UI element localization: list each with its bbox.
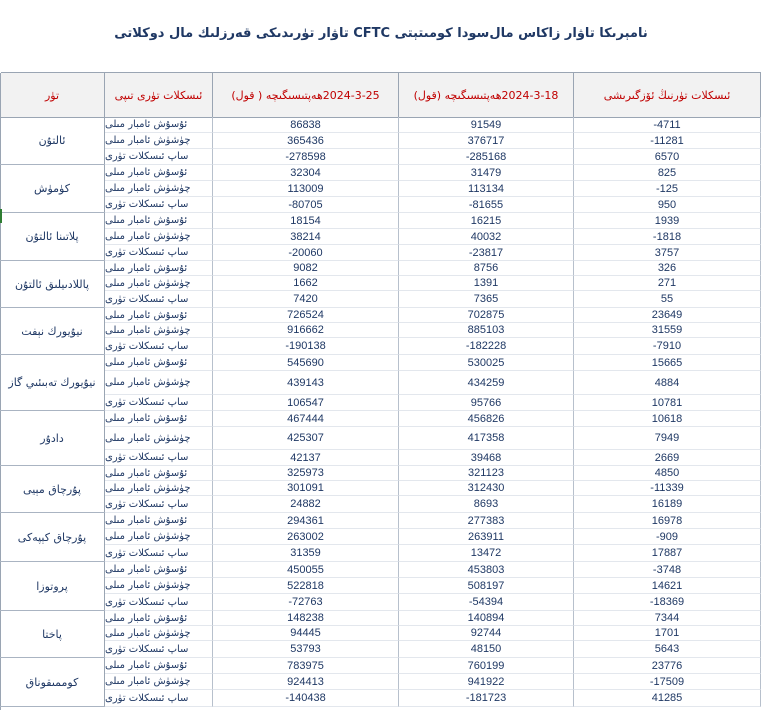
position-type-cell: ساپ ئىسكلات تۈرى bbox=[105, 641, 213, 658]
table-row bbox=[105, 562, 761, 578]
change-cell: -125 bbox=[574, 181, 761, 197]
commodity-name: پاختا bbox=[0, 611, 105, 657]
position-type-cell: چۈشۈش ئامبار مىلى bbox=[105, 578, 213, 594]
commodity-name: پلاتىنا ئالتۇن bbox=[0, 213, 105, 260]
change-cell: 23649 bbox=[574, 308, 761, 323]
change-cell: 1939 bbox=[574, 213, 761, 229]
table-row bbox=[105, 594, 761, 611]
header-position: ئىسكلات تۈرى تىپى bbox=[105, 73, 213, 117]
previous-week-cell: 434259 bbox=[399, 371, 574, 395]
current-week-cell: 9082 bbox=[213, 261, 399, 276]
current-week-cell: 18154 bbox=[213, 213, 399, 229]
change-cell: 10618 bbox=[574, 411, 761, 427]
commodity-group bbox=[0, 261, 761, 308]
change-cell: 14621 bbox=[574, 578, 761, 594]
position-type-cell: ئۇسۇش ئامبار مىلى bbox=[105, 165, 213, 181]
change-cell: 950 bbox=[574, 197, 761, 213]
position-type-cell: ئۇسۇش ئامبار مىلى bbox=[105, 355, 213, 371]
previous-week-cell: 456826 bbox=[399, 411, 574, 427]
position-type-cell: چۈشۈش ئامبار مىلى bbox=[105, 371, 213, 395]
current-week-cell: 31359 bbox=[213, 545, 399, 562]
cell-marker bbox=[0, 209, 2, 223]
commodity-name: ئالتۇن bbox=[0, 117, 105, 164]
previous-week-cell: 453803 bbox=[399, 562, 574, 578]
table-row bbox=[105, 395, 761, 411]
commodity-group bbox=[0, 308, 761, 355]
current-week-cell: 325973 bbox=[213, 466, 399, 481]
change-cell: 825 bbox=[574, 165, 761, 181]
change-cell: 6570 bbox=[574, 149, 761, 165]
commodity-group bbox=[0, 513, 761, 562]
position-type-cell: ئۇسۇش ئامبار مىلى bbox=[105, 466, 213, 481]
current-week-cell: 783975 bbox=[213, 658, 399, 674]
position-type-cell: چۈشۈش ئامبار مىلى bbox=[105, 181, 213, 197]
previous-week-cell: -181723 bbox=[399, 690, 574, 707]
commodity-group bbox=[0, 466, 761, 513]
previous-week-cell: 40032 bbox=[399, 229, 574, 245]
current-week-cell: 106547 bbox=[213, 395, 399, 411]
table-row bbox=[105, 427, 761, 450]
previous-week-cell: 941922 bbox=[399, 674, 574, 690]
change-cell: -11339 bbox=[574, 481, 761, 496]
table-row bbox=[105, 133, 761, 149]
current-week-cell: 916662 bbox=[213, 323, 399, 338]
position-type-cell: چۈشۈش ئامبار مىلى bbox=[105, 229, 213, 245]
table-row bbox=[105, 291, 761, 308]
commodity-name: پروتوزا bbox=[0, 562, 105, 610]
position-type-cell: ئۇسۇش ئامبار مىلى bbox=[105, 213, 213, 229]
position-type-cell: ئۇسۇش ئامبار مىلى bbox=[105, 411, 213, 427]
current-week-cell: 32304 bbox=[213, 165, 399, 181]
change-cell: 7344 bbox=[574, 611, 761, 626]
current-week-cell: -190138 bbox=[213, 338, 399, 355]
previous-week-cell: 530025 bbox=[399, 355, 574, 371]
commodity-group bbox=[0, 611, 761, 658]
position-type-cell: ئۇسۇش ئامبار مىلى bbox=[105, 117, 213, 133]
table-row bbox=[105, 338, 761, 355]
commodity-name: پۇرچاق مېيى bbox=[0, 466, 105, 512]
commodity-name: كوممىقوناق bbox=[0, 658, 105, 706]
table-header bbox=[0, 73, 761, 118]
previous-week-cell: -23817 bbox=[399, 245, 574, 261]
table-row bbox=[105, 578, 761, 594]
previous-week-cell: 140894 bbox=[399, 611, 574, 626]
position-type-cell: ئۇسۇش ئامبار مىلى bbox=[105, 261, 213, 276]
table-row bbox=[105, 117, 761, 133]
change-cell: -18369 bbox=[574, 594, 761, 611]
position-type-cell: ساپ ئىسكلات تۈرى bbox=[105, 291, 213, 308]
table-row bbox=[105, 674, 761, 690]
commodity-group bbox=[0, 658, 761, 707]
previous-week-cell: 91549 bbox=[399, 117, 574, 133]
commodity-name: پاللادىيلىق ئالتۇن bbox=[0, 261, 105, 307]
table-row bbox=[105, 149, 761, 165]
position-type-cell: ساپ ئىسكلات تۈرى bbox=[105, 197, 213, 213]
header-change: ئىسكلات تۈرنىڭ ئۆزگىرىشى bbox=[574, 73, 761, 117]
table-row bbox=[105, 371, 761, 395]
current-week-cell: 7420 bbox=[213, 291, 399, 308]
previous-week-cell: 321123 bbox=[399, 466, 574, 481]
position-type-cell: ئۇسۇش ئامبار مىلى bbox=[105, 513, 213, 529]
table-row bbox=[105, 450, 761, 466]
previous-week-cell: 760199 bbox=[399, 658, 574, 674]
position-type-cell: ئۇسۇش ئامبار مىلى bbox=[105, 611, 213, 626]
current-week-cell: 726524 bbox=[213, 308, 399, 323]
change-cell: -7910 bbox=[574, 338, 761, 355]
position-type-cell: ساپ ئىسكلات تۈرى bbox=[105, 690, 213, 707]
change-cell: 31559 bbox=[574, 323, 761, 338]
change-cell: 5643 bbox=[574, 641, 761, 658]
previous-week-cell: 885103 bbox=[399, 323, 574, 338]
position-type-cell: چۈشۈش ئامبار مىلى bbox=[105, 323, 213, 338]
table-row bbox=[105, 513, 761, 529]
table-row bbox=[105, 229, 761, 245]
previous-week-cell: 48150 bbox=[399, 641, 574, 658]
table-row bbox=[105, 213, 761, 229]
current-week-cell: 24882 bbox=[213, 496, 399, 513]
previous-week-cell: -54394 bbox=[399, 594, 574, 611]
table-row bbox=[105, 245, 761, 261]
current-week-cell: 924413 bbox=[213, 674, 399, 690]
previous-week-cell: -81655 bbox=[399, 197, 574, 213]
change-cell: 23776 bbox=[574, 658, 761, 674]
table-row bbox=[105, 197, 761, 213]
previous-week-cell: 376717 bbox=[399, 133, 574, 149]
position-type-cell: ساپ ئىسكلات تۈرى bbox=[105, 545, 213, 562]
previous-week-cell: 277383 bbox=[399, 513, 574, 529]
table-row bbox=[105, 355, 761, 371]
previous-week-cell: 508197 bbox=[399, 578, 574, 594]
previous-week-cell: -182228 bbox=[399, 338, 574, 355]
previous-week-cell: 702875 bbox=[399, 308, 574, 323]
position-type-cell: ئۇسۇش ئامبار مىلى bbox=[105, 308, 213, 323]
commodity-name: نيۇيورك نېفت bbox=[0, 308, 105, 354]
current-week-cell: 365436 bbox=[213, 133, 399, 149]
position-type-cell: ساپ ئىسكلات تۈرى bbox=[105, 149, 213, 165]
table-row bbox=[105, 276, 761, 291]
change-cell: -1818 bbox=[574, 229, 761, 245]
position-type-cell: چۈشۈش ئامبار مىلى bbox=[105, 674, 213, 690]
position-type-cell: چۈشۈش ئامبار مىلى bbox=[105, 276, 213, 291]
change-cell: 326 bbox=[574, 261, 761, 276]
current-week-cell: 439143 bbox=[213, 371, 399, 395]
commodity-name: پۇرچاق كېپەكى bbox=[0, 513, 105, 561]
current-week-cell: 148238 bbox=[213, 611, 399, 626]
position-type-cell: ساپ ئىسكلات تۈرى bbox=[105, 338, 213, 355]
commodity-group bbox=[0, 411, 761, 466]
current-week-cell: 53793 bbox=[213, 641, 399, 658]
current-week-cell: 467444 bbox=[213, 411, 399, 427]
table-row bbox=[105, 308, 761, 323]
change-cell: 17887 bbox=[574, 545, 761, 562]
position-type-cell: چۈشۈش ئامبار مىلى bbox=[105, 133, 213, 149]
previous-week-cell: 8756 bbox=[399, 261, 574, 276]
previous-week-cell: 16215 bbox=[399, 213, 574, 229]
table-row bbox=[105, 611, 761, 626]
position-type-cell: ئۇسۇش ئامبار مىلى bbox=[105, 658, 213, 674]
change-cell: 15665 bbox=[574, 355, 761, 371]
table-row bbox=[105, 181, 761, 197]
current-week-cell: 522818 bbox=[213, 578, 399, 594]
title-area bbox=[1, 0, 761, 73]
current-week-cell: 86838 bbox=[213, 117, 399, 133]
current-week-cell: 450055 bbox=[213, 562, 399, 578]
change-cell: 3757 bbox=[574, 245, 761, 261]
position-type-cell: ساپ ئىسكلات تۈرى bbox=[105, 245, 213, 261]
position-type-cell: ساپ ئىسكلات تۈرى bbox=[105, 395, 213, 411]
current-week-cell: 113009 bbox=[213, 181, 399, 197]
current-week-cell: 301091 bbox=[213, 481, 399, 496]
change-cell: -4711 bbox=[574, 117, 761, 133]
change-cell: 2669 bbox=[574, 450, 761, 466]
table-row bbox=[105, 323, 761, 338]
change-cell: 16978 bbox=[574, 513, 761, 529]
current-week-cell: 94445 bbox=[213, 626, 399, 641]
change-cell: 7949 bbox=[574, 427, 761, 450]
table-row bbox=[105, 690, 761, 707]
commodity-group bbox=[0, 355, 761, 411]
commodity-group bbox=[0, 562, 761, 611]
change-cell: -909 bbox=[574, 529, 761, 545]
current-week-cell: 545690 bbox=[213, 355, 399, 371]
header-date-prev: 2024-3-18ھەپتىسىگىچە (قول) bbox=[399, 73, 574, 117]
current-week-cell: 294361 bbox=[213, 513, 399, 529]
previous-week-cell: 92744 bbox=[399, 626, 574, 641]
change-cell: 4850 bbox=[574, 466, 761, 481]
position-type-cell: چۈشۈش ئامبار مىلى bbox=[105, 626, 213, 641]
previous-week-cell: 31479 bbox=[399, 165, 574, 181]
table-row bbox=[105, 545, 761, 562]
current-week-cell: -80705 bbox=[213, 197, 399, 213]
previous-week-cell: 312430 bbox=[399, 481, 574, 496]
table-row bbox=[105, 626, 761, 641]
change-cell: 271 bbox=[574, 276, 761, 291]
previous-week-cell: 95766 bbox=[399, 395, 574, 411]
change-cell: 1701 bbox=[574, 626, 761, 641]
position-type-cell: ئۇسۇش ئامبار مىلى bbox=[105, 562, 213, 578]
previous-week-cell: 263911 bbox=[399, 529, 574, 545]
position-type-cell: ساپ ئىسكلات تۈرى bbox=[105, 496, 213, 513]
change-cell: 10781 bbox=[574, 395, 761, 411]
current-week-cell: -20060 bbox=[213, 245, 399, 261]
change-cell: -17509 bbox=[574, 674, 761, 690]
previous-week-cell: 1391 bbox=[399, 276, 574, 291]
table-row bbox=[105, 411, 761, 427]
previous-week-cell: 417358 bbox=[399, 427, 574, 450]
table-row bbox=[105, 261, 761, 276]
position-type-cell: چۈشۈش ئامبار مىلى bbox=[105, 481, 213, 496]
current-week-cell: -72763 bbox=[213, 594, 399, 611]
table-row bbox=[105, 481, 761, 496]
change-cell: 4884 bbox=[574, 371, 761, 395]
position-type-cell: چۈشۈش ئامبار مىلى bbox=[105, 427, 213, 450]
table-row bbox=[105, 466, 761, 481]
position-type-cell: چۈشۈش ئامبار مىلى bbox=[105, 529, 213, 545]
position-type-cell: ساپ ئىسكلات تۈرى bbox=[105, 594, 213, 611]
current-week-cell: 263002 bbox=[213, 529, 399, 545]
table-row bbox=[105, 641, 761, 658]
table-row bbox=[105, 165, 761, 181]
previous-week-cell: 13472 bbox=[399, 545, 574, 562]
report-title: نامېرىكا تاۋار زاكاس مال‌سودا كومىتېتى CFTC تاۋار تۈرىدىكى قەرزلىك مال دوكلاتى bbox=[114, 26, 648, 41]
change-cell: -11281 bbox=[574, 133, 761, 149]
table-row bbox=[105, 496, 761, 513]
header-date-current: 2024-3-25ھەپتىسىگىچە ( قول) bbox=[213, 73, 399, 117]
header-type: تۈر bbox=[0, 73, 105, 117]
current-week-cell: 425307 bbox=[213, 427, 399, 450]
change-cell: 55 bbox=[574, 291, 761, 308]
change-cell: 41285 bbox=[574, 690, 761, 707]
current-week-cell: 38214 bbox=[213, 229, 399, 245]
current-week-cell: -140438 bbox=[213, 690, 399, 707]
commodity-name: كۈمۈش bbox=[0, 165, 105, 212]
previous-week-cell: -285168 bbox=[399, 149, 574, 165]
commodity-group bbox=[0, 117, 761, 165]
current-week-cell: 1662 bbox=[213, 276, 399, 291]
position-type-cell: ساپ ئىسكلات تۈرى bbox=[105, 450, 213, 466]
current-week-cell: 42137 bbox=[213, 450, 399, 466]
commodity-group bbox=[0, 165, 761, 213]
change-cell: 16189 bbox=[574, 496, 761, 513]
commodity-name: دادۇر bbox=[0, 411, 105, 465]
commodity-name: نيۇيورك تەبىئىي گاز bbox=[0, 355, 105, 410]
table-row bbox=[105, 658, 761, 674]
change-cell: -3748 bbox=[574, 562, 761, 578]
previous-week-cell: 8693 bbox=[399, 496, 574, 513]
current-week-cell: -278598 bbox=[213, 149, 399, 165]
commodity-group bbox=[0, 213, 761, 261]
table-row bbox=[105, 529, 761, 545]
previous-week-cell: 7365 bbox=[399, 291, 574, 308]
previous-week-cell: 39468 bbox=[399, 450, 574, 466]
previous-week-cell: 113134 bbox=[399, 181, 574, 197]
